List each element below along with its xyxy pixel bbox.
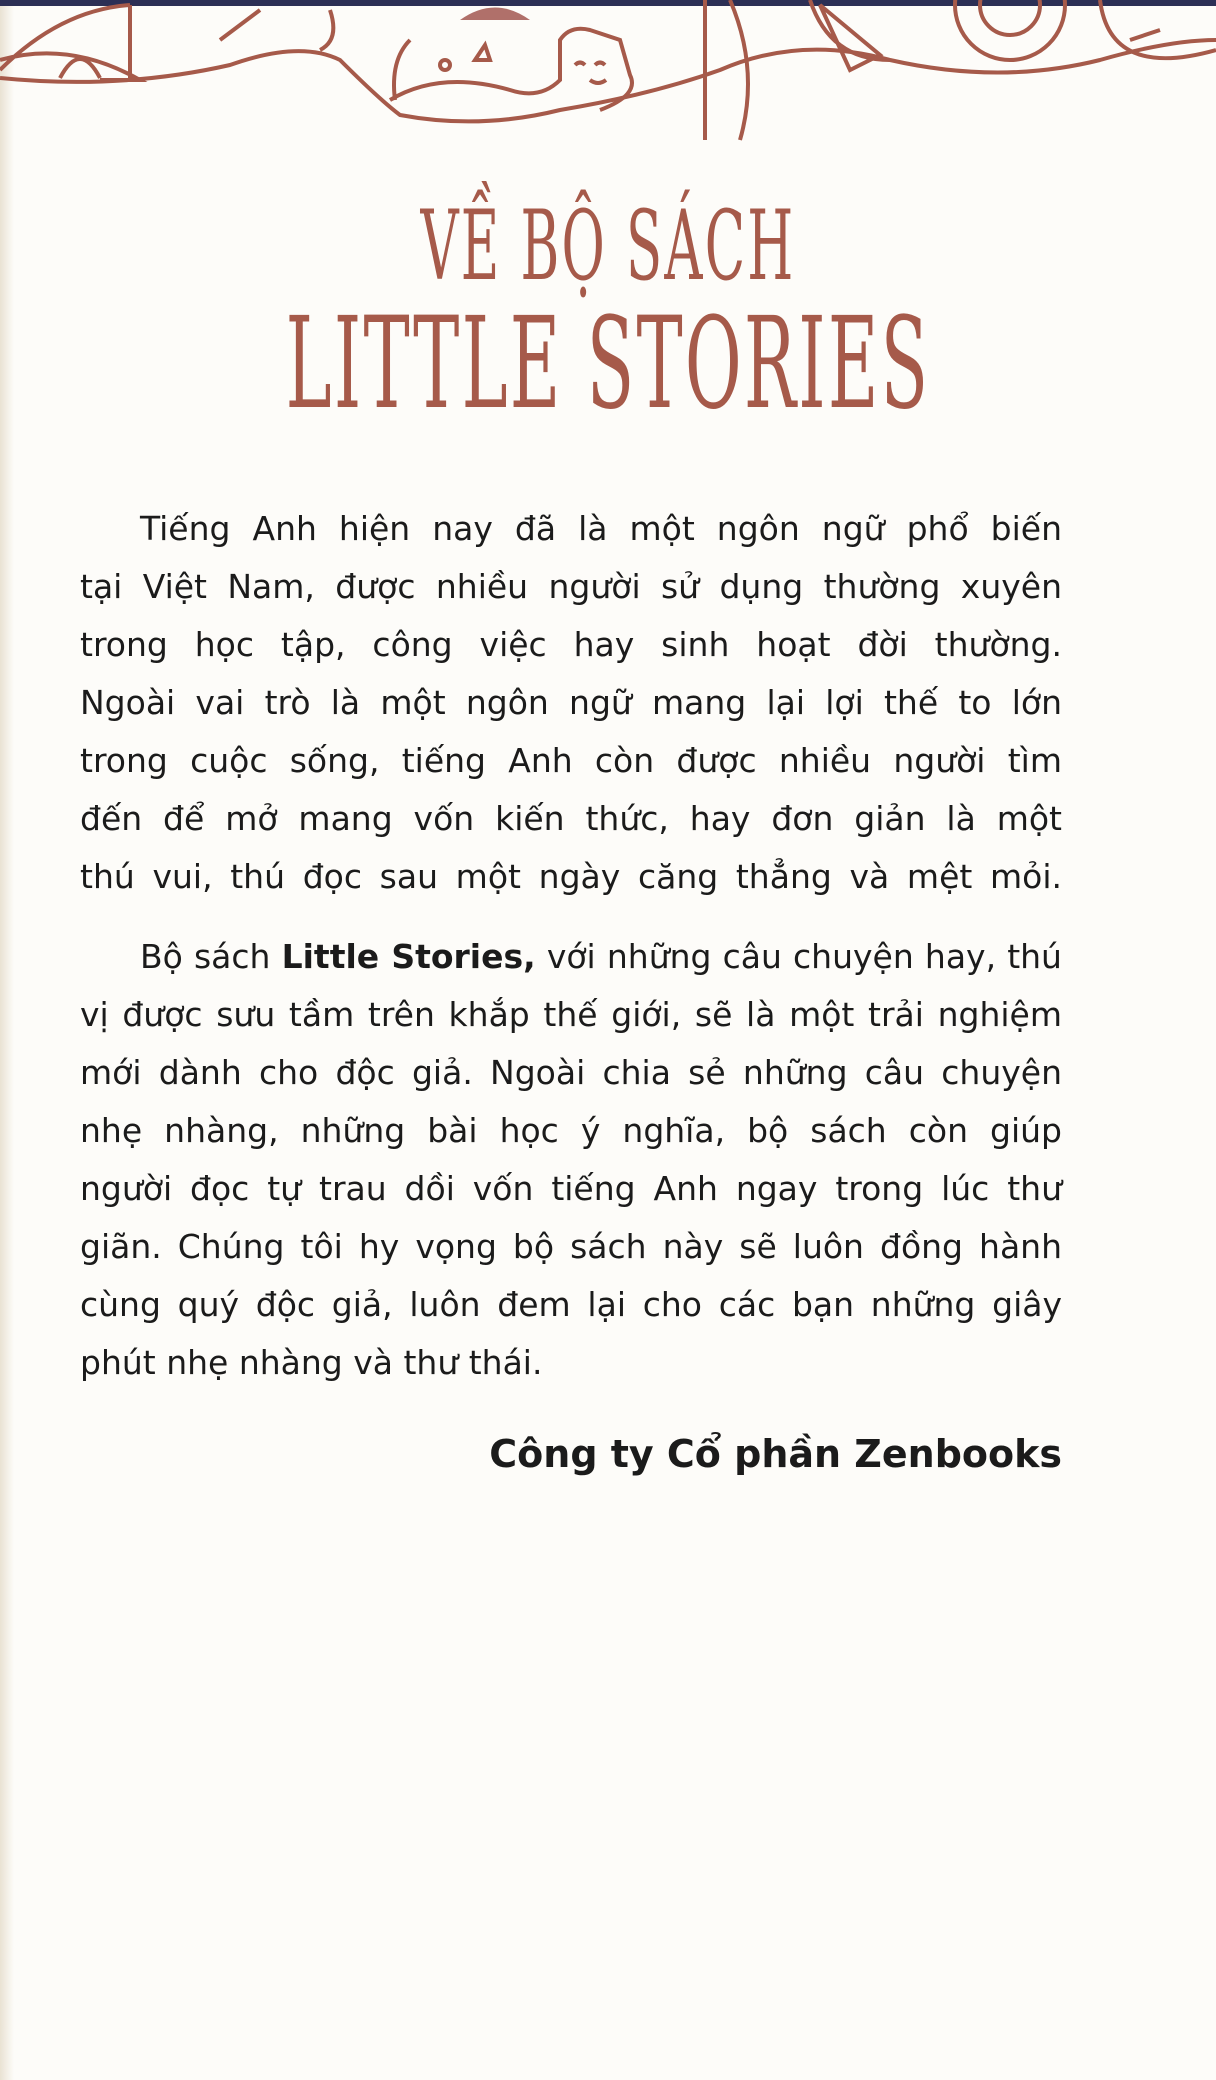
text-line: nhẹ nhàng, những bài học ý nghĩa, bộ sách còn giúp (80, 1111, 1062, 1150)
text-line: thú vui, thú đọc sau một ngày căng thẳng và mệt mỏi. (80, 857, 1062, 896)
text-line: vị được sưu tầm trên khắp thế giới, sẽ là một trải nghiệm (80, 995, 1062, 1034)
page-edge-shadow (0, 0, 14, 2080)
paragraph-2 (80, 928, 1062, 1392)
text-line: đến để mở mang vốn kiến thức, hay đơn giản là một (80, 799, 1062, 838)
text-line: phút nhẹ nhàng và thư thái. (80, 1343, 543, 1382)
text-line: mới dành cho độc giả. Ngoài chia sẻ những câu chuyện (80, 1053, 1062, 1092)
paragraph-1 (80, 500, 1062, 906)
publisher-signature: Công ty Cổ phần Zenbooks (489, 1432, 1062, 1476)
text-rest: với những câu chuyện hay, thú (535, 937, 1062, 976)
heading-line-2: LITTLE STORIES (285, 290, 931, 437)
text-line: giãn. Chúng tôi hy vọng bộ sách này sẽ luôn đồng hành (80, 1227, 1062, 1266)
text-line: trong học tập, công việc hay sinh hoạt đời thường. (80, 625, 1062, 664)
text-line: Ngoài vai trò là một ngôn ngữ mang lại lợi thế to lớn (80, 683, 1062, 722)
book-title: Little Stories, (281, 937, 536, 976)
text-prefix: Bộ sách (140, 937, 282, 976)
text-line: tại Việt Nam, được nhiều người sử dụng thường xuyên (80, 567, 1062, 606)
text-line: Tiếng Anh hiện nay đã là một ngôn ngữ phổ biến (140, 509, 1062, 548)
text-line: người đọc tự trau dồi vốn tiếng Anh ngay trong lúc thư (80, 1169, 1062, 1208)
heading-line-1: VỀ BỘ SÁCH (420, 190, 796, 302)
text-line: cùng quý độc giả, luôn đem lại cho các bạn những giây (80, 1285, 1062, 1324)
text-line (80, 928, 1062, 986)
decorative-cat-ornament (0, 0, 1216, 145)
text-line: trong cuộc sống, tiếng Anh còn được nhiều người tìm (80, 741, 1062, 780)
